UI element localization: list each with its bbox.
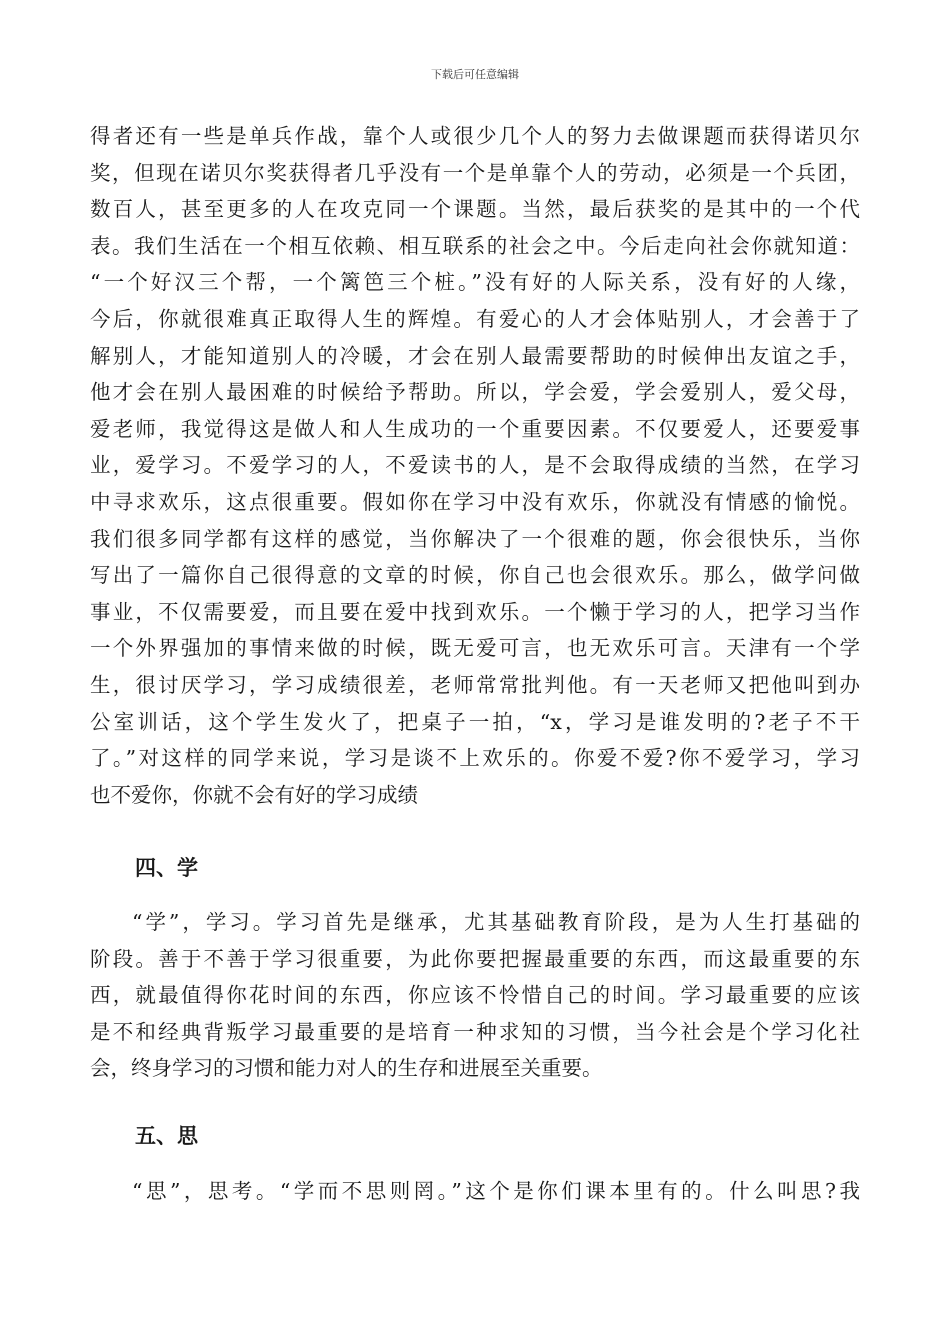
paragraph-si [90,1173,860,1210]
text-line: 业，爱学习。不爱学习的人，不爱读书的人，是不会取得成绩的当然，在学习 [90,453,860,478]
text-line: 生，很讨厌学习，学习成绩很差，老师常常批判他。有一天老师又把他叫到办 [90,672,860,697]
section-heading-xue: 四、学 [135,856,198,880]
text-line: 奖，但现在诺贝尔奖获得者几乎没有一个是单靠个人的劳动，必须是一个兵团， [90,160,860,185]
text-line: 解别人，才能知道别人的冷暖，才会在别人最需要帮助的时候伸出友谊之手， [90,343,860,368]
text-line: 西，就最值得你花时间的东西，你应该不怜惜自己的时间。学习最重要的应该 [90,983,860,1008]
page-header-note: 下载后可任意编辑 [431,68,519,81]
text-line: 我们很多同学都有这样的感觉，当你解决了一个很难的题，你会很快乐，当你 [90,526,860,551]
text-line: 了。”对这样的同学来说，学习是谈不上欢乐的。你爱不爱?你不爱学习，学习 [90,746,860,771]
text-line: 阶段。善于不善于学习很重要，为此你要把握最重要的东西，而这最重要的东 [90,946,860,971]
text-line: 也不爱你，你就不会有好的学习成绩 [90,782,418,807]
text-line: “思”，思考。“学而不思则罔。”这个是你们课本里有的。什么叫思?我 [132,1179,860,1203]
text-line: 是不和经典背叛学习最重要的是培育一种求知的习惯，当今社会是个学习化社 [90,1019,860,1044]
text-line: 得者还有一些是单兵作战，靠个人或很少几个人的努力去做课题而获得诺贝尔 [90,124,860,148]
paragraph-xue [90,904,860,1087]
text-line: 写出了一篇你自己很得意的文章的时候，你自己也会很欢乐。那么，做学问做 [90,563,860,588]
section-heading-si: 五、思 [135,1124,198,1148]
text-line: 事业，不仅需要爱，而且要在爱中找到欢乐。一个懒于学习的人，把学习当作 [90,599,860,624]
text-line: 公室训话，这个学生发火了，把桌子一拍，“x，学习是谁发明的?老子不干 [90,709,860,734]
text-line: 今后，你就很难真正取得人生的辉煌。有爱心的人才会体贴别人，才会善于了 [90,306,860,331]
text-line: 数百人，甚至更多的人在攻克同一个课题。当然，最后获奖的是其中的一个代 [90,197,860,222]
text-line: 他才会在别人最困难的时候给予帮助。所以，学会爱，学会爱别人，爱父母， [90,380,860,405]
paragraph-continued [90,118,860,813]
text-line: 会，终身学习的习惯和能力对人的生存和进展至关重要。 [90,1056,603,1081]
text-line: 中寻求欢乐，这点很重要。假如你在学习中没有欢乐，你就没有情感的愉悦。 [90,489,860,514]
text-line: “学”，学习。学习首先是继承，尤其基础教育阶段，是为人生打基础的 [132,910,860,934]
text-line: 一个外界强加的事情来做的时候，既无爱可言，也无欢乐可言。天津有一个学 [90,636,860,661]
text-line: 表。我们生活在一个相互依赖、相互联系的社会之中。今后走向社会你就知道： [90,233,860,258]
text-line: 爱老师，我觉得这是做人和人生成功的一个重要因素。不仅要爱人，还要爱事 [90,416,860,441]
text-line: “一个好汉三个帮，一个篱笆三个桩。”没有好的人际关系，没有好的人缘， [90,270,860,295]
